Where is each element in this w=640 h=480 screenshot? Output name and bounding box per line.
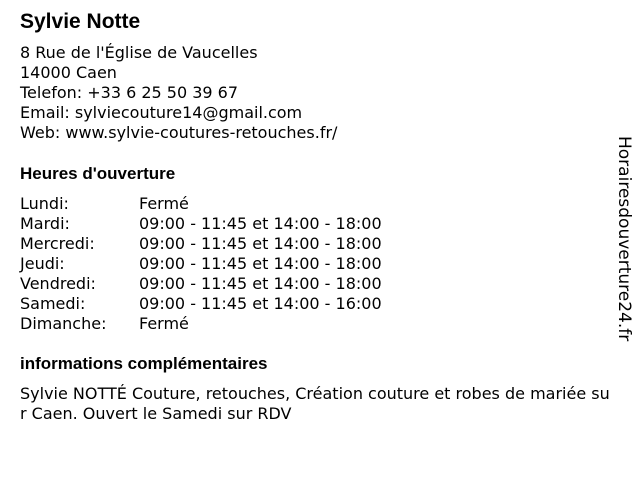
hours-value: 09:00 - 11:45 et 14:00 - 18:00 — [139, 214, 382, 233]
hours-value: 09:00 - 11:45 et 14:00 - 18:00 — [139, 234, 382, 253]
opening-hours-heading: Heures d'ouverture — [20, 164, 176, 183]
opening-hours-table — [20, 194, 440, 334]
hours-value: Fermé — [139, 194, 189, 213]
address-street: 8 Rue de l'Église de Vaucelles — [20, 43, 258, 62]
day-label: Mercredi: — [20, 234, 95, 253]
hours-value: 09:00 - 11:45 et 14:00 - 18:00 — [139, 254, 382, 273]
hours-row-thursday — [20, 254, 440, 274]
hours-value: 09:00 - 11:45 et 14:00 - 18:00 — [139, 274, 382, 293]
site-watermark: Horairesdouverture24.fr — [614, 136, 634, 342]
additional-info-heading: informations complémentaires — [20, 354, 268, 373]
contact-block — [20, 43, 337, 143]
day-label: Mardi: — [20, 214, 70, 233]
address-city: 14000 Caen — [20, 63, 117, 82]
hours-row-saturday — [20, 294, 440, 314]
hours-row-monday — [20, 194, 440, 214]
phone-number: Telefon: +33 6 25 50 39 67 — [20, 83, 239, 102]
additional-info-text: Sylvie NOTTÉ Couture, retouches, Création couture et robes de mariée sur Caen. Ouvert le Samedi sur RDV — [20, 384, 610, 423]
hours-value: Fermé — [139, 314, 189, 333]
day-label: Lundi: — [20, 194, 69, 213]
day-label: Jeudi: — [20, 254, 65, 273]
website-url: Web: www.sylvie-coutures-retouches.fr/ — [20, 123, 338, 142]
day-label: Samedi: — [20, 294, 86, 313]
hours-row-wednesday — [20, 234, 440, 254]
hours-row-friday — [20, 274, 440, 294]
hours-value: 09:00 - 11:45 et 14:00 - 16:00 — [139, 294, 382, 313]
hours-row-tuesday — [20, 214, 440, 234]
email-address: Email: sylviecouture14@gmail.com — [20, 103, 303, 122]
business-name: Sylvie Notte — [20, 10, 141, 33]
day-label: Dimanche: — [20, 314, 107, 333]
hours-row-sunday — [20, 314, 440, 334]
day-label: Vendredi: — [20, 274, 96, 293]
